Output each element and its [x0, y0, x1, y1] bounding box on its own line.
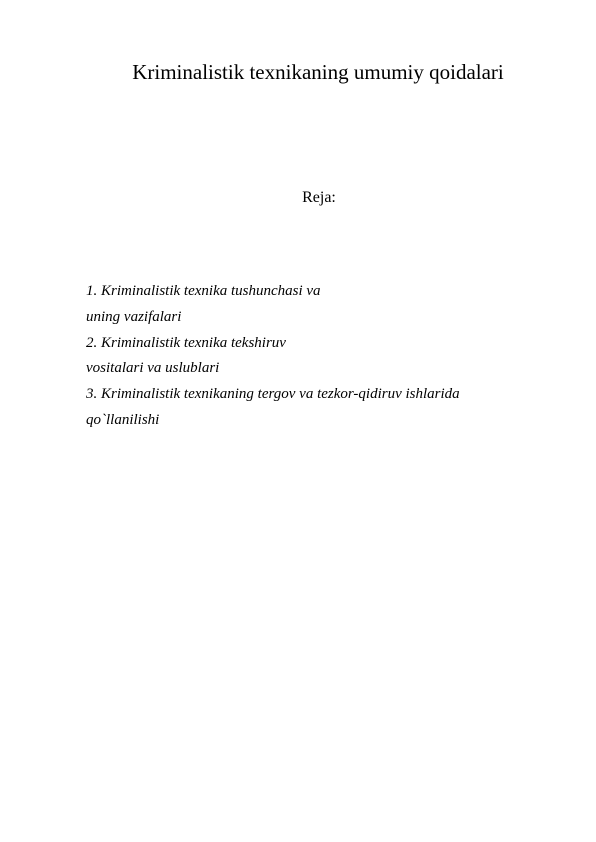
plan-item-2-line-2: vositalari va uslublari	[86, 360, 220, 377]
plan-heading: Reja:	[302, 189, 336, 206]
plan-item-2-line-1: 2. Kriminalistik texnika tekshiruv	[86, 334, 286, 351]
document-title: Kriminalistik texnikaning umumiy qoidalari	[132, 60, 504, 84]
plan-list	[86, 281, 566, 436]
plan-item-1-line-2: uning vazifalari	[86, 308, 182, 325]
plan-item-3-line-1: 3. Kriminalistik texnikaning tergov va tezkor-qidiruv ishlarida	[86, 386, 460, 403]
plan-item-1-line-1: 1. Kriminalistik texnika tushunchasi va	[86, 283, 321, 299]
plan-item-3-line-2: qo`llanilishi	[86, 411, 160, 428]
